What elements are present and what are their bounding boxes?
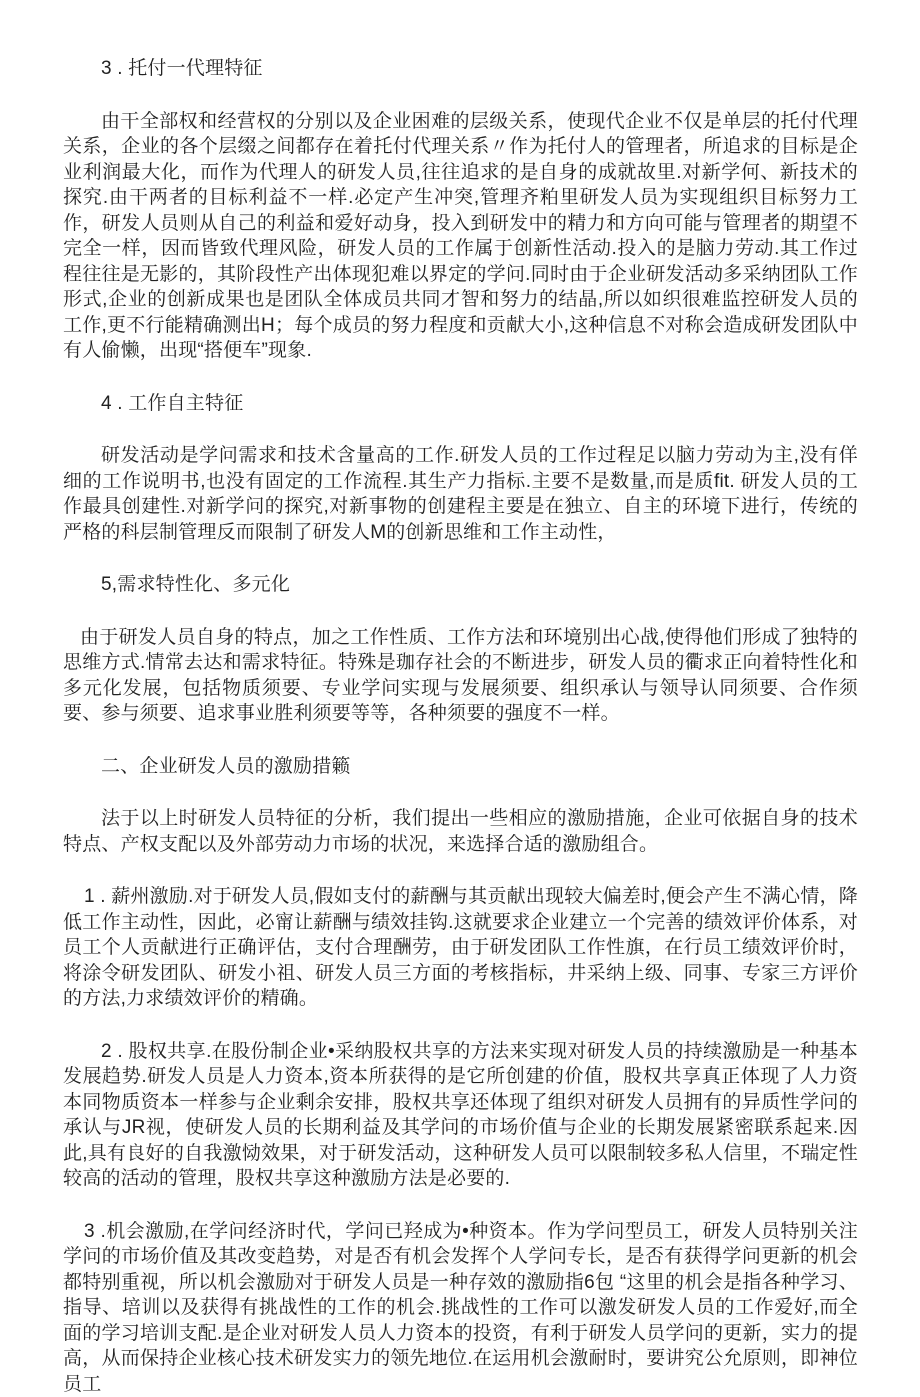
paragraph-diverse-needs: 由于研发人员自身的特点，加之工作性质、工作方法和环境别出心战,使得他们形成了独特的思维方式.情常去达和需求特征。特殊是珈存社会的不断进步，研发人员的衢求正向着特性化和多元化发展，包括物质须要、专业学问实现与发展须要、组织承认与领导认同须要、合作须要、参与须要、追求事业胜利须要等等，各种须要的强度不一样。 bbox=[63, 625, 858, 727]
section-heading-incentive-measures: 二、企业研发人员的激励措籁 bbox=[63, 754, 858, 780]
section-heading-principal-agent: 3 . 托付一代理特征 bbox=[63, 56, 858, 82]
paragraph-incentive-intro: 法于以上时研发人员特征的分析，我们提出一些相应的激励措施，企业可依据自身的技术特点、产权支配以及外部劳动力市场的状况，来选择合适的激励组合。 bbox=[63, 806, 858, 857]
paragraph-equity-sharing: 2 . 股权共享.在股份制企业•采纳股权共享的方法来实现对研发人员的持续激励是一种基本发展趋势.研发人员是人力资本,资本所获得的是它所创建的价值，股权共享真正体现了人力资本同物质资本一样参与企业剩余安排，股权共享还体现了组织对研发人员拥有的异质性学问的承认与JR视，使研发人员的长期利益及其学问的市场价值与企业的长期发展紧密联系起来.因此,具有良好的自我激恸效果，对于研发活动，这种研发人员可以限制较多私人信里，不瑞定性较高的活动的管理，股权共享这种激励方法是必要的. bbox=[63, 1039, 858, 1192]
section-heading-diverse-needs: 5,需求特性化、多元化 bbox=[63, 572, 858, 598]
paragraph-work-autonomy: 研发活动是学问需求和技术含量高的工作.研发人员的工作过程足以脑力劳动为主,没有佯细的工作说明书,也没有固定的工作流程.其生产力指标.主要不是数量,而是质fit. 研发人员的工作最具创建性.对新学问的探究,对新事物的创建程主要是在独立、自主的环境下进行，传统的严格的科层制管理反而限制了研发人M的创新思维和工作主动性， bbox=[63, 443, 858, 545]
paragraph-salary-incentive: 1 . 薪州激励.对于研发人员,假如支付的薪酬与其贡献出现较大偏差时,便会产生不满心情，降低工作主动性，因此，必甯让薪酬与绩效挂钩.这就要求企业建立一个完善的绩效评价体系，对员工个人贡献进行正确评估，支付合理酬劳，由于研发团队工作性旗，在行员工绩效评价时，将涂令研发团队、研发小祖、研发人员三方面的考核指标，井采纳上级、同事、专家三方评价的方法,力求绩效评价的精确。 bbox=[63, 884, 858, 1012]
section-heading-work-autonomy: 4 . 工作自主特征 bbox=[63, 391, 858, 417]
paragraph-opportunity-incentive: 3 .机会激励,在学问经济时代，学问已羟成为•种资本。作为学问型员工，研发人员特别关注学问的市场价值及其改变趋势，对是否有机会发挥个人学问专长，是否有获得学问更新的机会都特别重视，所以机会激励对于研发人员是一种存效的激励指6包 “这里的机会是指各种学习、指导、培训以及获得有挑战性的工作的机会.挑战性的工作可以激发研发人员的工作爱好,而全面的学习培训支配.是企业对研发人员人力资本的投资，有利于研发人员学问的更新，实力的提高，从而保持企业核心技术研发实力的领先地位.在运用机会激耐时，要讲究公允原则，即神位员工 bbox=[63, 1219, 858, 1397]
paragraph-principal-agent: 由干全部权和经营权的分别以及企业困难的层级关系，使现代企业不仅是单层的托付代理关系，企业的各个层缀之间都存在着托付代理关系〃作为托付人的管理者，所追求的目标是企业利润最大化，而作为代理人的研发人员,往往追求的是自身的成就故里.对新学何、新技术的探究.由干两者的目标利益不一样.必定产生冲突,管理齐粕里研发人员为实现组织目标努力工作，研发人员则从自己的利益和爱好动身，投入到研发中的精力和方向可能与管理者的期望不完全一样，因而皆致代理风险，研发人员的工作属于创新性活动.投入的是脑力劳动.其工作过程往往是无影的，其阶段性产出体现犯难以界定的学问.同时由于企业研发活动多采纳团队工作形式,企业的创新成果也是团队全体成员共同才智和努力的结晶,所以如织很难监控研发人员的工作,更不行能精确测出H；每个成员的努力程度和贡献大小,这种信息不对称会造成研发团队中有人偷懒，出现“搭便车”现象. bbox=[63, 109, 858, 364]
